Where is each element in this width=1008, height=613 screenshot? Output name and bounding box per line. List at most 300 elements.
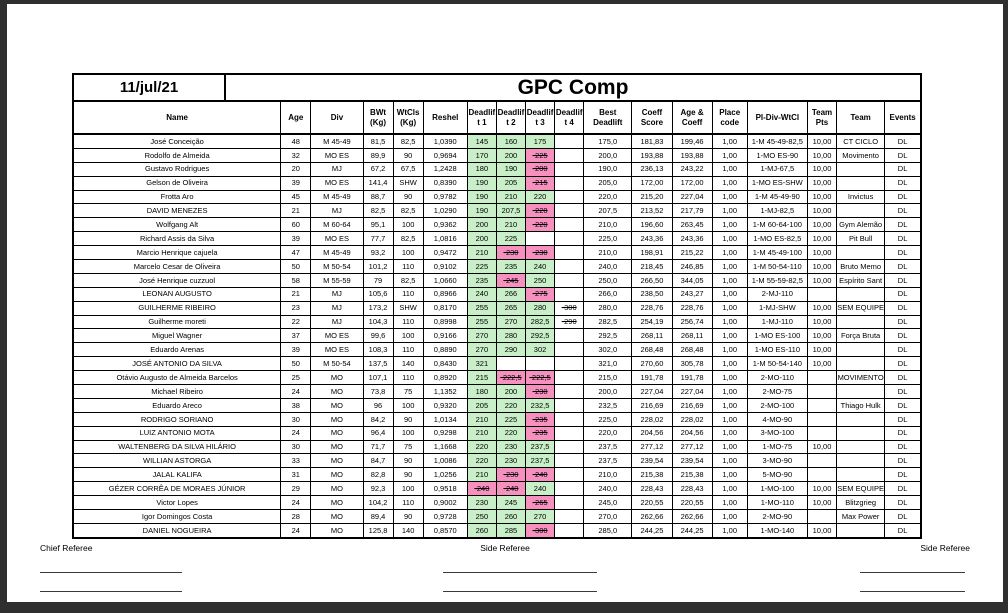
cell-pl-div-wtcl: 2-MO-100 bbox=[747, 398, 807, 412]
cell-deadlift-4 bbox=[555, 190, 584, 204]
cell-age: 58 bbox=[281, 273, 311, 287]
cell-reshel: 1,0390 bbox=[423, 134, 467, 148]
cell-events: DL bbox=[885, 134, 921, 148]
cell-wtcls-kg: 67,5 bbox=[393, 162, 423, 176]
cell-team: Invictus bbox=[837, 190, 885, 204]
cell-place-code: 1,00 bbox=[712, 176, 747, 190]
cell-team-pts bbox=[807, 454, 836, 468]
cell-deadlift-1: 270 bbox=[467, 343, 496, 357]
cell-bwt-kg: 104,2 bbox=[363, 496, 393, 510]
cell-bwt-kg: 173,2 bbox=[363, 301, 393, 315]
cell-div: MO bbox=[311, 398, 363, 412]
cell-div: MO bbox=[311, 482, 363, 496]
cell-pl-div-wtcl: 1-MO-140 bbox=[747, 523, 807, 537]
cell-place-code: 1,00 bbox=[712, 148, 747, 162]
cell-pl-div-wtcl: 1-M 60-64-100 bbox=[747, 218, 807, 232]
cell-reshel: 0,9782 bbox=[423, 190, 467, 204]
cell-place-code: 1,00 bbox=[712, 398, 747, 412]
cell-name: LUIZ ANTONIO MOTA bbox=[73, 426, 281, 440]
cell-deadlift-1: 180 bbox=[467, 162, 496, 176]
cell-deadlift-1: 220 bbox=[467, 454, 496, 468]
cell-coeff-score: 216,69 bbox=[632, 398, 672, 412]
cell-bwt-kg: 81,5 bbox=[363, 134, 393, 148]
cell-events: DL bbox=[885, 260, 921, 274]
cell-deadlift-3: -225 bbox=[526, 148, 555, 162]
cell-div: MO bbox=[311, 523, 363, 537]
cell-div: M 55-59 bbox=[311, 273, 363, 287]
cell-wtcls-kg: 100 bbox=[393, 426, 423, 440]
cell-name: Otávio Augusto de Almeida Barcelos bbox=[73, 371, 281, 385]
athlete-row bbox=[73, 398, 921, 412]
cell-team: Thiago Hulk bbox=[837, 398, 885, 412]
cell-deadlift-3: 292,5 bbox=[526, 329, 555, 343]
cell-team bbox=[837, 343, 885, 357]
cell-team-pts: 10,00 bbox=[807, 523, 836, 537]
cell-deadlift-4 bbox=[555, 232, 584, 246]
cell-name: WILLIAN ASTORGA bbox=[73, 454, 281, 468]
cell-wtcls-kg: 100 bbox=[393, 329, 423, 343]
cell-div: MO bbox=[311, 454, 363, 468]
cell-bwt-kg: 71,7 bbox=[363, 440, 393, 454]
cell-div: MJ bbox=[311, 301, 363, 315]
cell-deadlift-3: -220 bbox=[526, 218, 555, 232]
cell-deadlift-1: 260 bbox=[467, 523, 496, 537]
cell-age: 23 bbox=[281, 301, 311, 315]
cell-pl-div-wtcl: 2-MO-90 bbox=[747, 510, 807, 524]
cell-deadlift-1: 255 bbox=[467, 315, 496, 329]
cell-deadlift-3: -300 bbox=[526, 523, 555, 537]
cell-best-deadlift: 210,0 bbox=[584, 468, 632, 482]
cell-best-deadlift: 200,0 bbox=[584, 385, 632, 399]
cell-bwt-kg: 82,5 bbox=[363, 204, 393, 218]
cell-age-coeff: 268,11 bbox=[672, 329, 712, 343]
cell-deadlift-3: 270 bbox=[526, 510, 555, 524]
cell-team: Max Power bbox=[837, 510, 885, 524]
cell-name: Wolfgang Alt bbox=[73, 218, 281, 232]
cell-reshel: 0,9472 bbox=[423, 246, 467, 260]
col-header-bwt-kg: BWt (Kg) bbox=[363, 101, 393, 134]
cell-wtcls-kg: 90 bbox=[393, 468, 423, 482]
cell-deadlift-4 bbox=[555, 246, 584, 260]
cell-age-coeff: 277,12 bbox=[672, 440, 712, 454]
cell-wtcls-kg: 100 bbox=[393, 398, 423, 412]
cell-events: DL bbox=[885, 371, 921, 385]
cell-team-pts: 10,00 bbox=[807, 218, 836, 232]
cell-age-coeff: 228,02 bbox=[672, 412, 712, 426]
cell-name: JOSÉ ANTONIO DA SILVA bbox=[73, 357, 281, 371]
cell-name: Miguel Wagner bbox=[73, 329, 281, 343]
cell-reshel: 1,1668 bbox=[423, 440, 467, 454]
cell-deadlift-1: 180 bbox=[467, 385, 496, 399]
cell-place-code: 1,00 bbox=[712, 482, 747, 496]
cell-team-pts bbox=[807, 468, 836, 482]
cell-age: 33 bbox=[281, 454, 311, 468]
cell-pl-div-wtcl: 1-MO-75 bbox=[747, 440, 807, 454]
athlete-row bbox=[73, 496, 921, 510]
cell-best-deadlift: 207,5 bbox=[584, 204, 632, 218]
cell-deadlift-1: 190 bbox=[467, 176, 496, 190]
cell-name: Gustavo Rodrigues bbox=[73, 162, 281, 176]
cell-team bbox=[837, 315, 885, 329]
cell-coeff-score: 181,83 bbox=[632, 134, 672, 148]
athlete-row bbox=[73, 232, 921, 246]
cell-name: Eduardo Arenas bbox=[73, 343, 281, 357]
cell-pl-div-wtcl: 3-MO-90 bbox=[747, 454, 807, 468]
cell-deadlift-2: 205 bbox=[496, 176, 525, 190]
cell-coeff-score: 268,11 bbox=[632, 329, 672, 343]
cell-deadlift-4 bbox=[555, 287, 584, 301]
cell-pl-div-wtcl: 1-MO-110 bbox=[747, 496, 807, 510]
cell-deadlift-1: 210 bbox=[467, 426, 496, 440]
cell-age: 24 bbox=[281, 385, 311, 399]
cell-place-code: 1,00 bbox=[712, 496, 747, 510]
cell-deadlift-3: 232,5 bbox=[526, 398, 555, 412]
cell-bwt-kg: 137,5 bbox=[363, 357, 393, 371]
cell-name: Igor Domingos Costa bbox=[73, 510, 281, 524]
cell-place-code: 1,00 bbox=[712, 204, 747, 218]
cell-coeff-score: 215,20 bbox=[632, 190, 672, 204]
cell-team: Pit Bull bbox=[837, 232, 885, 246]
cell-team-pts: 10,00 bbox=[807, 148, 836, 162]
cell-events: DL bbox=[885, 232, 921, 246]
cell-deadlift-1: 235 bbox=[467, 273, 496, 287]
cell-deadlift-1: 190 bbox=[467, 204, 496, 218]
cell-deadlift-1: 321 bbox=[467, 357, 496, 371]
cell-name: Guilherme moreti bbox=[73, 315, 281, 329]
cell-team bbox=[837, 162, 885, 176]
cell-deadlift-2: -245 bbox=[496, 273, 525, 287]
cell-deadlift-4: -290 bbox=[555, 315, 584, 329]
cell-deadlift-3: -235 bbox=[526, 412, 555, 426]
cell-pl-div-wtcl: 1-M 55-59-82,5 bbox=[747, 273, 807, 287]
cell-age: 24 bbox=[281, 496, 311, 510]
cell-team-pts: 10,00 bbox=[807, 190, 836, 204]
athlete-row bbox=[73, 440, 921, 454]
cell-age: 25 bbox=[281, 371, 311, 385]
cell-deadlift-4 bbox=[555, 148, 584, 162]
cell-best-deadlift: 220,0 bbox=[584, 426, 632, 440]
cell-deadlift-2: -240 bbox=[496, 482, 525, 496]
cell-div: MO bbox=[311, 426, 363, 440]
cell-team-pts: 10,00 bbox=[807, 134, 836, 148]
col-header-coeff-score: Coeff Score bbox=[632, 101, 672, 134]
cell-deadlift-2: 210 bbox=[496, 218, 525, 232]
cell-team-pts: 10,00 bbox=[807, 260, 836, 274]
cell-team-pts: 10,00 bbox=[807, 176, 836, 190]
athlete-row bbox=[73, 371, 921, 385]
cell-pl-div-wtcl: 1-MO ES-SHW bbox=[747, 176, 807, 190]
cell-pl-div-wtcl: 5-MO-90 bbox=[747, 468, 807, 482]
side-referee-center-label: Side Referee bbox=[480, 543, 530, 553]
cell-best-deadlift: 292,5 bbox=[584, 329, 632, 343]
cell-best-deadlift: 250,0 bbox=[584, 273, 632, 287]
cell-coeff-score: 213,52 bbox=[632, 204, 672, 218]
cell-age-coeff: 256,74 bbox=[672, 315, 712, 329]
cell-coeff-score: 227,04 bbox=[632, 385, 672, 399]
cell-events: DL bbox=[885, 412, 921, 426]
cell-events: DL bbox=[885, 176, 921, 190]
cell-deadlift-2: 290 bbox=[496, 343, 525, 357]
cell-deadlift-4 bbox=[555, 440, 584, 454]
cell-bwt-kg: 92,3 bbox=[363, 482, 393, 496]
cell-age-coeff: 262,66 bbox=[672, 510, 712, 524]
athlete-row bbox=[73, 482, 921, 496]
cell-age-coeff: 243,27 bbox=[672, 287, 712, 301]
cell-deadlift-4 bbox=[555, 204, 584, 218]
cell-bwt-kg: 93,2 bbox=[363, 246, 393, 260]
cell-deadlift-4 bbox=[555, 134, 584, 148]
cell-team bbox=[837, 176, 885, 190]
cell-team: CT CICLO bbox=[837, 134, 885, 148]
cell-reshel: 0,9518 bbox=[423, 482, 467, 496]
cell-deadlift-3: 237,5 bbox=[526, 440, 555, 454]
cell-team: Blitzgrieg bbox=[837, 496, 885, 510]
cell-reshel: 1,0086 bbox=[423, 454, 467, 468]
competition-date: 11/jul/21 bbox=[74, 75, 226, 100]
athlete-row bbox=[73, 329, 921, 343]
cell-deadlift-2: 190 bbox=[496, 162, 525, 176]
cell-best-deadlift: 225,0 bbox=[584, 232, 632, 246]
cell-age-coeff: 228,43 bbox=[672, 482, 712, 496]
cell-place-code: 1,00 bbox=[712, 301, 747, 315]
cell-name: Marcelo Cesar de Oliveira bbox=[73, 260, 281, 274]
col-header-deadlift-2: Deadlif t 2 bbox=[496, 101, 525, 134]
cell-team: Força Bruta bbox=[837, 329, 885, 343]
cell-place-code: 1,00 bbox=[712, 371, 747, 385]
col-header-age: Age bbox=[281, 101, 311, 134]
cell-age-coeff: 344,05 bbox=[672, 273, 712, 287]
cell-team-pts: 10,00 bbox=[807, 482, 836, 496]
cell-events: DL bbox=[885, 523, 921, 537]
cell-deadlift-1: 190 bbox=[467, 190, 496, 204]
cell-deadlift-4 bbox=[555, 371, 584, 385]
cell-coeff-score: 270,60 bbox=[632, 357, 672, 371]
cell-reshel: 1,2428 bbox=[423, 162, 467, 176]
cell-age: 38 bbox=[281, 398, 311, 412]
cell-deadlift-1: 215 bbox=[467, 371, 496, 385]
cell-age-coeff: 215,22 bbox=[672, 246, 712, 260]
cell-deadlift-2 bbox=[496, 357, 525, 371]
cell-place-code: 1,00 bbox=[712, 232, 747, 246]
cell-wtcls-kg: 100 bbox=[393, 482, 423, 496]
athlete-row bbox=[73, 343, 921, 357]
cell-div: M 50-54 bbox=[311, 357, 363, 371]
cell-deadlift-3: 302 bbox=[526, 343, 555, 357]
cell-events: DL bbox=[885, 482, 921, 496]
cell-coeff-score: 191,78 bbox=[632, 371, 672, 385]
athlete-row bbox=[73, 260, 921, 274]
cell-team-pts bbox=[807, 412, 836, 426]
cell-age: 60 bbox=[281, 218, 311, 232]
cell-deadlift-2: -222,5 bbox=[496, 371, 525, 385]
cell-team-pts: 10,00 bbox=[807, 357, 836, 371]
cell-name: Michael Ribeiro bbox=[73, 385, 281, 399]
cell-deadlift-3: 237,5 bbox=[526, 454, 555, 468]
cell-pl-div-wtcl: 1-MO ES-110 bbox=[747, 343, 807, 357]
cell-events: DL bbox=[885, 162, 921, 176]
col-header-team-pts: Team Pts bbox=[807, 101, 836, 134]
cell-deadlift-2: 200 bbox=[496, 385, 525, 399]
cell-events: DL bbox=[885, 246, 921, 260]
cell-wtcls-kg: 140 bbox=[393, 357, 423, 371]
cell-div: MJ bbox=[311, 287, 363, 301]
cell-deadlift-3: 240 bbox=[526, 482, 555, 496]
cell-age: 39 bbox=[281, 232, 311, 246]
cell-reshel: 0,8920 bbox=[423, 371, 467, 385]
signature-line bbox=[443, 572, 597, 573]
cell-events: DL bbox=[885, 398, 921, 412]
cell-deadlift-2: 220 bbox=[496, 398, 525, 412]
cell-deadlift-2: 230 bbox=[496, 440, 525, 454]
cell-coeff-score: 244,25 bbox=[632, 523, 672, 537]
cell-deadlift-4 bbox=[555, 426, 584, 440]
cell-bwt-kg: 89,9 bbox=[363, 148, 393, 162]
cell-coeff-score: 268,48 bbox=[632, 343, 672, 357]
cell-age-coeff: 244,25 bbox=[672, 523, 712, 537]
cell-div: MO bbox=[311, 496, 363, 510]
cell-reshel: 0,9362 bbox=[423, 218, 467, 232]
cell-wtcls-kg: 110 bbox=[393, 343, 423, 357]
cell-age: 24 bbox=[281, 426, 311, 440]
cell-wtcls-kg: 75 bbox=[393, 385, 423, 399]
cell-bwt-kg: 107,1 bbox=[363, 371, 393, 385]
cell-team: Bruto Memo bbox=[837, 260, 885, 274]
cell-deadlift-2: 207,5 bbox=[496, 204, 525, 218]
cell-deadlift-4 bbox=[555, 398, 584, 412]
cell-coeff-score: 239,54 bbox=[632, 454, 672, 468]
cell-reshel: 1,0256 bbox=[423, 468, 467, 482]
cell-deadlift-3: 220 bbox=[526, 190, 555, 204]
cell-deadlift-3: 250 bbox=[526, 273, 555, 287]
cell-age: 30 bbox=[281, 440, 311, 454]
cell-team-pts bbox=[807, 398, 836, 412]
cell-coeff-score: 196,60 bbox=[632, 218, 672, 232]
cell-bwt-kg: 88,7 bbox=[363, 190, 393, 204]
athlete-row bbox=[73, 357, 921, 371]
cell-age-coeff: 227,04 bbox=[672, 385, 712, 399]
cell-wtcls-kg: 90 bbox=[393, 454, 423, 468]
cell-pl-div-wtcl: 1-M 50-54-140 bbox=[747, 357, 807, 371]
cell-best-deadlift: 240,0 bbox=[584, 260, 632, 274]
cell-wtcls-kg: 110 bbox=[393, 315, 423, 329]
cell-name: GÉZER CORRÊA DE MORAES JÚNIOR bbox=[73, 482, 281, 496]
col-header-deadlift-3: Deadlif t 3 bbox=[526, 101, 555, 134]
col-header-wtcls-kg: WtCls (Kg) bbox=[393, 101, 423, 134]
cell-deadlift-3: -265 bbox=[526, 496, 555, 510]
cell-team-pts bbox=[807, 510, 836, 524]
athlete-row bbox=[73, 204, 921, 218]
cell-coeff-score: 228,02 bbox=[632, 412, 672, 426]
cell-deadlift-3: -220 bbox=[526, 204, 555, 218]
cell-div: M 45-49 bbox=[311, 190, 363, 204]
table-header bbox=[73, 101, 921, 134]
cell-reshel: 1,0290 bbox=[423, 204, 467, 218]
cell-div: M 50-54 bbox=[311, 260, 363, 274]
cell-place-code: 1,00 bbox=[712, 218, 747, 232]
cell-age-coeff: 228,76 bbox=[672, 301, 712, 315]
cell-wtcls-kg: 110 bbox=[393, 287, 423, 301]
athlete-row bbox=[73, 148, 921, 162]
cell-team-pts bbox=[807, 385, 836, 399]
cell-name: José Conceição bbox=[73, 134, 281, 148]
athlete-row bbox=[73, 523, 921, 537]
cell-bwt-kg: 84,7 bbox=[363, 454, 393, 468]
cell-bwt-kg: 89,4 bbox=[363, 510, 393, 524]
cell-bwt-kg: 82,8 bbox=[363, 468, 393, 482]
cell-coeff-score: 228,43 bbox=[632, 482, 672, 496]
cell-deadlift-3: -200 bbox=[526, 162, 555, 176]
cell-best-deadlift: 175,0 bbox=[584, 134, 632, 148]
cell-deadlift-2: 285 bbox=[496, 523, 525, 537]
cell-place-code: 1,00 bbox=[712, 315, 747, 329]
cell-name: Marcio Henrique cajuela bbox=[73, 246, 281, 260]
cell-reshel: 1,0660 bbox=[423, 273, 467, 287]
cell-bwt-kg: 77,7 bbox=[363, 232, 393, 246]
cell-events: DL bbox=[885, 510, 921, 524]
cell-deadlift-1: 200 bbox=[467, 232, 496, 246]
cell-deadlift-2: 160 bbox=[496, 134, 525, 148]
cell-place-code: 1,00 bbox=[712, 260, 747, 274]
cell-reshel: 1,1352 bbox=[423, 385, 467, 399]
cell-team: MOVIMENTO bbox=[837, 371, 885, 385]
athlete-row bbox=[73, 385, 921, 399]
cell-deadlift-2: 210 bbox=[496, 190, 525, 204]
athlete-row bbox=[73, 190, 921, 204]
cell-div: MO ES bbox=[311, 232, 363, 246]
cell-age: 20 bbox=[281, 162, 311, 176]
cell-best-deadlift: 285,0 bbox=[584, 523, 632, 537]
cell-wtcls-kg: 90 bbox=[393, 148, 423, 162]
cell-deadlift-4 bbox=[555, 162, 584, 176]
cell-reshel: 0,9298 bbox=[423, 426, 467, 440]
cell-wtcls-kg: 100 bbox=[393, 218, 423, 232]
cell-deadlift-1: 240 bbox=[467, 287, 496, 301]
cell-events: DL bbox=[885, 287, 921, 301]
cell-deadlift-1: 200 bbox=[467, 218, 496, 232]
cell-age: 32 bbox=[281, 148, 311, 162]
athlete-row bbox=[73, 162, 921, 176]
cell-coeff-score: 204,56 bbox=[632, 426, 672, 440]
cell-bwt-kg: 141,4 bbox=[363, 176, 393, 190]
cell-age: 21 bbox=[281, 204, 311, 218]
cell-age-coeff: 268,48 bbox=[672, 343, 712, 357]
cell-age: 37 bbox=[281, 329, 311, 343]
cell-place-code: 1,00 bbox=[712, 134, 747, 148]
cell-place-code: 1,00 bbox=[712, 412, 747, 426]
cell-pl-div-wtcl: 1-M 45-49-100 bbox=[747, 246, 807, 260]
col-header-pl-div-wtcl: Pl-Div-WtCl bbox=[747, 101, 807, 134]
cell-best-deadlift: 266,0 bbox=[584, 287, 632, 301]
cell-place-code: 1,00 bbox=[712, 440, 747, 454]
cell-age-coeff: 217,79 bbox=[672, 204, 712, 218]
cell-deadlift-4 bbox=[555, 496, 584, 510]
cell-age: 45 bbox=[281, 190, 311, 204]
cell-age-coeff: 191,78 bbox=[672, 371, 712, 385]
cell-events: DL bbox=[885, 426, 921, 440]
cell-deadlift-1: 145 bbox=[467, 134, 496, 148]
side-referee-right-label: Side Referee bbox=[920, 543, 970, 553]
cell-age: 30 bbox=[281, 412, 311, 426]
cell-deadlift-2: 280 bbox=[496, 329, 525, 343]
cell-wtcls-kg: 82,5 bbox=[393, 232, 423, 246]
cell-place-code: 1,00 bbox=[712, 426, 747, 440]
cell-age-coeff: 216,69 bbox=[672, 398, 712, 412]
cell-deadlift-4 bbox=[555, 260, 584, 274]
cell-deadlift-1: -240 bbox=[467, 482, 496, 496]
cell-reshel: 1,0816 bbox=[423, 232, 467, 246]
cell-team: Espírito Sant bbox=[837, 273, 885, 287]
cell-pl-div-wtcl: 1-M 50-54-110 bbox=[747, 260, 807, 274]
